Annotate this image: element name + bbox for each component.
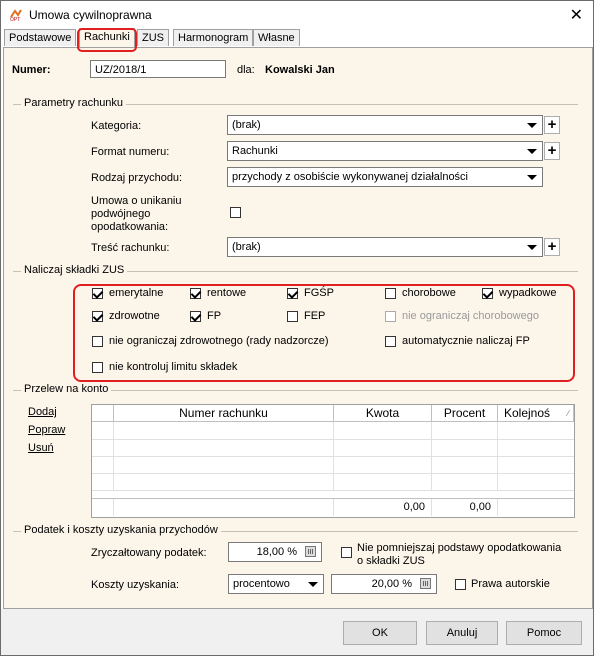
double-tax-label-line1: Umowa o unikaniu xyxy=(91,195,182,207)
costs-label: Koszty uzyskania: xyxy=(91,579,180,591)
income-type-label: Rodzaj przychodu: xyxy=(91,172,183,184)
edit-account-link[interactable]: Popraw xyxy=(28,424,66,436)
flat-tax-label: Zryczałtowany podatek: xyxy=(91,547,207,559)
total-amount: 0,00 xyxy=(334,499,432,516)
chevron-down-icon xyxy=(527,175,537,180)
zus-chorobowe-label: chorobowe xyxy=(402,287,456,299)
tab-harmonogram[interactable]: Harmonogram xyxy=(173,29,253,46)
zus-fep-checkbox[interactable] xyxy=(287,311,298,322)
add-account-link[interactable]: Dodaj xyxy=(28,406,57,418)
zus-wypadkowe-label: wypadkowe xyxy=(499,287,557,299)
zus-no-limit-sickness-checkbox xyxy=(385,311,396,322)
cancel-button[interactable]: Anuluj xyxy=(426,621,498,645)
close-icon[interactable]: ✕ xyxy=(569,7,583,24)
content-label: Treść rachunku: xyxy=(91,242,170,254)
ok-button[interactable]: OK xyxy=(343,621,417,645)
zus-rentowe-label: rentowe xyxy=(207,287,247,299)
amount-cell[interactable] xyxy=(334,422,432,439)
category-label: Kategoria: xyxy=(91,120,142,132)
table-summary-row xyxy=(92,498,574,516)
zus-group-label: Naliczaj składki ZUS xyxy=(21,264,127,276)
content-value: (brak) xyxy=(232,241,261,253)
column-header-amount[interactable]: Kwota xyxy=(334,405,432,422)
summary-account-cell xyxy=(114,499,334,516)
window-title: Umowa cywilnoprawna xyxy=(29,8,152,22)
zus-no-limit-health-label: nie ograniczaj zdrowotnego (rady nadzorcze) xyxy=(109,335,329,347)
format-select[interactable] xyxy=(227,141,543,161)
row-indicator-cell xyxy=(92,499,114,516)
zus-rentowe-checkbox[interactable] xyxy=(190,288,201,299)
zus-auto-fp-checkbox[interactable] xyxy=(385,336,396,347)
percent-cell[interactable] xyxy=(432,439,498,456)
add-category-button[interactable]: + xyxy=(544,116,560,134)
dialog-footer xyxy=(1,609,593,655)
costs-value: 20,00 % xyxy=(371,578,412,590)
sort-icon: ⁄ xyxy=(567,409,569,418)
row-indicator-cell xyxy=(92,422,114,439)
copyright-label: Prawa autorskie xyxy=(471,578,550,590)
row-indicator-cell xyxy=(92,439,114,456)
percent-cell[interactable] xyxy=(432,473,498,490)
row-indicator-cell xyxy=(92,456,114,473)
account-cell[interactable] xyxy=(114,456,334,473)
add-format-button[interactable]: + xyxy=(544,142,560,160)
help-button[interactable]: Pomoc xyxy=(506,621,582,645)
category-select[interactable] xyxy=(227,115,543,135)
app-logo-icon xyxy=(9,8,23,22)
table-row[interactable] xyxy=(92,439,574,457)
highlight-tab-marker xyxy=(77,28,137,52)
chevron-down-icon xyxy=(308,582,318,587)
account-cell[interactable] xyxy=(114,422,334,439)
zus-fgsp-checkbox[interactable] xyxy=(287,288,298,299)
amount-cell[interactable] xyxy=(334,473,432,490)
table-row[interactable] xyxy=(92,456,574,474)
number-input[interactable]: UZ/2018/1 xyxy=(90,60,226,78)
flat-tax-value: 18,00 % xyxy=(256,546,297,558)
tab-zus[interactable]: ZUS xyxy=(137,29,169,46)
total-percent: 0,00 xyxy=(432,499,498,516)
percent-cell[interactable] xyxy=(432,422,498,439)
account-cell[interactable] xyxy=(114,473,334,490)
zus-fp-checkbox[interactable] xyxy=(190,311,201,322)
for-label: dla: xyxy=(237,64,255,76)
title-bar xyxy=(1,1,593,29)
tab-wlasne[interactable]: Własne xyxy=(253,29,300,46)
zus-fp-label: FP xyxy=(207,310,222,322)
calculator-icon[interactable] xyxy=(305,546,316,557)
number-label: Numer: xyxy=(12,64,51,76)
zus-no-limit-sickness-label: nie ograniczaj chorobowego xyxy=(402,310,539,322)
zus-emerytalne-label: emerytalne xyxy=(109,287,164,299)
costs-type-select[interactable] xyxy=(228,574,324,594)
percent-cell[interactable] xyxy=(432,456,498,473)
calculator-icon[interactable] xyxy=(420,578,431,589)
costs-type-value: procentowo xyxy=(233,578,290,590)
add-content-button[interactable]: + xyxy=(544,238,560,256)
zus-wypadkowe-checkbox[interactable] xyxy=(482,288,493,299)
content-select[interactable] xyxy=(227,237,543,257)
double-tax-label-line2: podwójnego xyxy=(91,208,151,220)
costs-value-input[interactable] xyxy=(331,574,437,594)
tab-rachunki[interactable]: Rachunki xyxy=(79,28,135,47)
income-type-value: przychody z osobiście wykonywanej działalności xyxy=(232,171,469,183)
tax-group-label: Podatek i koszty uzyskania przychodów xyxy=(21,524,221,536)
row-indicator-cell xyxy=(92,473,114,490)
zus-chorobowe-checkbox[interactable] xyxy=(385,288,396,299)
double-tax-checkbox[interactable] xyxy=(230,207,241,218)
accounts-table[interactable] xyxy=(91,404,575,518)
tab-podstawowe[interactable]: Podstawowe xyxy=(4,29,76,46)
income-type-select[interactable] xyxy=(227,167,543,187)
column-header-order-label: Kolejnoś xyxy=(504,406,551,420)
category-value: (brak) xyxy=(232,119,261,131)
copyright-checkbox[interactable] xyxy=(455,579,466,590)
zus-emerytalne-checkbox[interactable] xyxy=(92,288,103,299)
chevron-down-icon xyxy=(527,123,537,128)
params-group-label: Parametry rachunku xyxy=(21,97,126,109)
zus-no-contribution-limit-checkbox[interactable] xyxy=(92,362,103,373)
chevron-down-icon xyxy=(527,149,537,154)
format-label: Format numeru: xyxy=(91,146,170,158)
amount-cell[interactable] xyxy=(334,456,432,473)
remove-account-link[interactable]: Usuń xyxy=(28,442,54,454)
flat-tax-input[interactable] xyxy=(228,542,322,562)
format-value: Rachunki xyxy=(232,145,278,157)
svg-text:OPT: OPT xyxy=(10,17,21,22)
table-header-indicator xyxy=(92,405,114,422)
chevron-down-icon xyxy=(527,245,537,250)
table-row[interactable] xyxy=(92,422,574,440)
amount-cell[interactable] xyxy=(334,439,432,456)
table-row[interactable] xyxy=(92,473,574,491)
column-header-order[interactable] xyxy=(498,405,574,422)
zus-zdrowotne-checkbox[interactable] xyxy=(92,311,103,322)
zus-auto-fp-label: automatycznie naliczaj FP xyxy=(402,335,530,347)
account-cell[interactable] xyxy=(114,439,334,456)
double-tax-label-line3: opodatkowania: xyxy=(91,221,169,233)
zus-no-limit-health-checkbox[interactable] xyxy=(92,336,103,347)
zus-no-contribution-limit-label: nie kontroluj limitu składek xyxy=(109,361,238,373)
zus-fgsp-label: FGŚP xyxy=(304,287,334,299)
no-reduce-zus-label-line2: o składki ZUS xyxy=(357,555,425,567)
no-reduce-zus-checkbox[interactable] xyxy=(341,547,352,558)
zus-fep-label: FEP xyxy=(304,310,326,322)
transfer-group-label: Przelew na konto xyxy=(21,383,111,395)
contractor-name: Kowalski Jan xyxy=(265,64,335,76)
column-header-percent[interactable]: Procent xyxy=(432,405,498,422)
zus-zdrowotne-label: zdrowotne xyxy=(109,310,160,322)
column-header-account-number[interactable]: Numer rachunku xyxy=(114,405,334,422)
no-reduce-zus-label-line1: Nie pomniejszaj podstawy opodatkowania xyxy=(357,542,562,554)
